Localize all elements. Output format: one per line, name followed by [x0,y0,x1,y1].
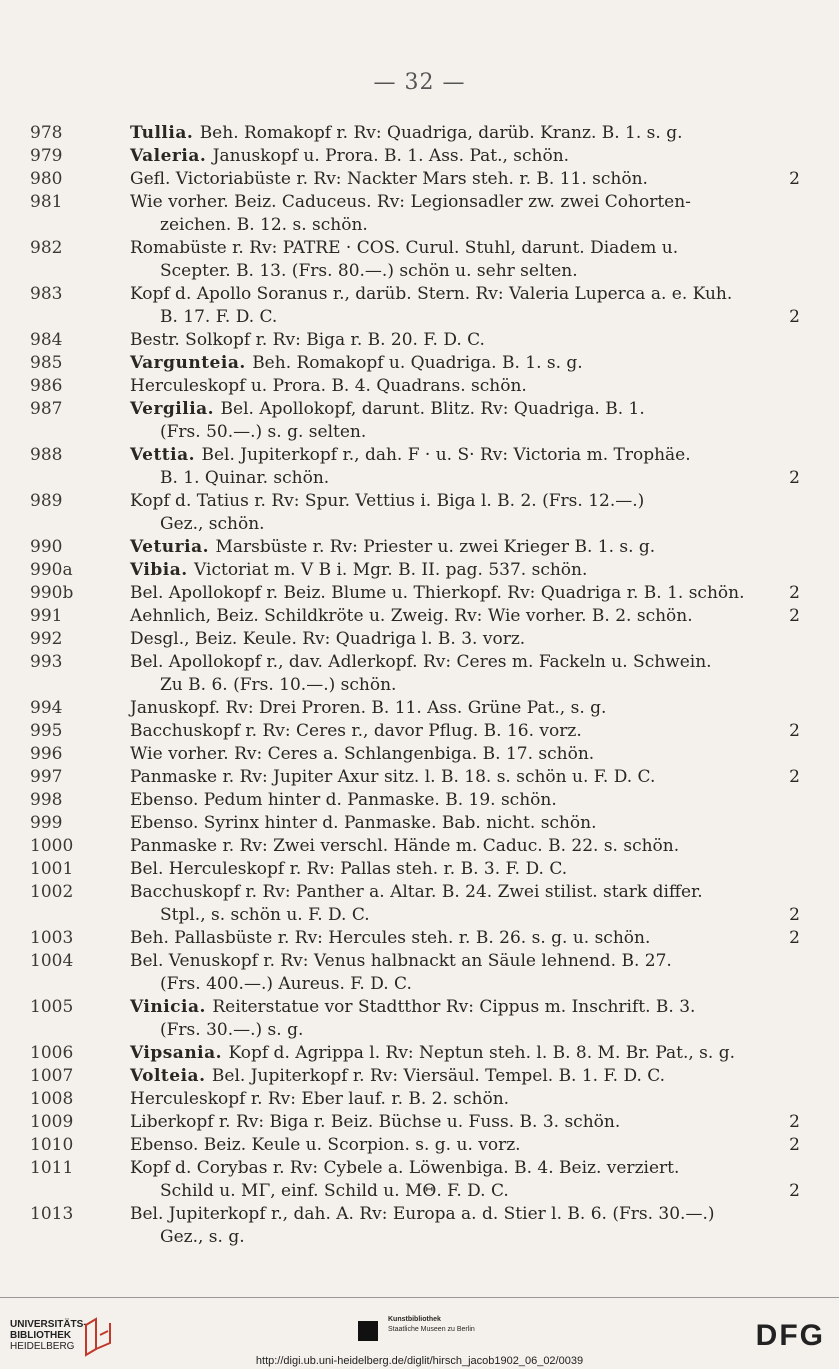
gens-name: Vibia. [130,560,195,580]
entry-line [30,720,800,743]
entry-number: 1008 [30,1089,74,1109]
entry-text: Tullia. Beh. Romakopf r. Rv: Quadriga, darüb. Kranz. B. 1. s. g. [130,123,683,143]
entry-text: Januskopf. Rv: Drei Proren. B. 11. Ass. Grüne Pat., s. g. [130,698,607,718]
entry-line [30,490,800,513]
catalog-entry [30,1088,800,1111]
entry-text: Volteia. Bel. Jupiterkopf r. Rv: Viersäul. Tempel. B. 1. F. D. C. [130,1066,666,1086]
entry-line [30,927,800,950]
entry-text: Liberkopf r. Rv: Biga r. Beiz. Büchse u. Fuss. B. 3. schön. [130,1112,621,1132]
entry-text: Panmaske r. Rv: Jupiter Axur sitz. l. B. 18. s. schön u. F. D. C. [130,767,656,787]
entry-line [30,904,800,927]
entry-line [30,375,800,398]
uni-logo-line1: UNIVERSITÄTS- [10,1319,87,1330]
entry-text: Zu B. 6. (Frs. 10.—.) schön. [160,675,397,695]
entry-mark: 2 [789,721,800,741]
entry-number: 990b [30,583,74,603]
entry-line [30,1226,800,1249]
entry-line [30,766,800,789]
catalog-entry [30,352,800,375]
entry-line [30,628,800,651]
entry-text: Vibia. Victoriat m. V B i. Mgr. B. II. pag. 537. schön. [130,560,588,580]
entry-mark: 2 [789,606,800,626]
entry-number: 985 [30,353,63,373]
entry-text: Valeria. Januskopf u. Prora. B. 1. Ass. Pat., schön. [130,146,570,166]
entry-line [30,697,800,720]
entry-mark: 2 [789,583,800,603]
catalog-entry [30,536,800,559]
dfg-logo[interactable]: DFG [755,1319,825,1352]
entry-text: Vergilia. Bel. Apollokopf, darunt. Blitz. Rv: Quadriga. B. 1. [130,399,645,419]
entry-text: Ebenso. Beiz. Keule u. Scorpion. s. g. u. vorz. [130,1135,521,1155]
entry-mark: 2 [789,169,800,189]
entry-number: 978 [30,123,63,143]
entry-text: Gez., schön. [160,514,265,534]
gens-name: Vipsania. [130,1043,229,1063]
university-seal-icon [82,1315,116,1359]
entry-mark: 2 [789,468,800,488]
entry-line [30,260,800,283]
entry-text: Ebenso. Syrinx hinter d. Panmaske. Bab. nicht. schön. [130,813,597,833]
entry-text: (Frs. 50.—.) s. g. selten. [160,422,367,442]
entry-text: Bel. Apollokopf r., dav. Adlerkopf. Rv: Ceres m. Fackeln u. Schwein. [130,652,712,672]
entry-number: 1003 [30,928,74,948]
entry-text: Romabüste r. Rv: PATRE · COS. Curul. Stuhl, darunt. Diadem u. [130,238,679,258]
entry-text: Bestr. Solkopf r. Rv: Biga r. B. 20. F. D. C. [130,330,485,350]
entry-text: Wie vorher. Rv: Ceres a. Schlangenbiga. B. 17. schön. [130,744,595,764]
entry-text: Gefl. Victoriabüste r. Rv: Nackter Mars steh. r. B. 11. schön. [130,169,648,189]
entry-text: (Frs. 400.—.) Aureus. F. D. C. [160,974,412,994]
entry-text: Kopf d. Tatius r. Rv: Spur. Vettius i. Biga l. B. 2. (Frs. 12.—.) [130,491,645,511]
entry-line [30,996,800,1019]
entry-text: Bacchuskopf r. Rv: Ceres r., davor Pflug. B. 16. vorz. [130,721,582,741]
catalog-entry [30,858,800,881]
entry-number: 990a [30,560,73,580]
entry-number: 990 [30,537,63,557]
catalog-entry [30,605,800,628]
entry-number: 1000 [30,836,74,856]
entry-line [30,1157,800,1180]
entry-text: Bel. Venuskopf r. Rv: Venus halbnackt an Säule lehnend. B. 27. [130,951,672,971]
catalog-entry [30,582,800,605]
entry-line [30,582,800,605]
entry-mark: 2 [789,767,800,787]
entry-mark: 2 [789,1181,800,1201]
entry-number: 986 [30,376,63,396]
catalog-entry [30,1203,800,1249]
catalog-entry [30,1157,800,1203]
catalog-entry [30,950,800,996]
gens-name: Veturia. [130,537,216,557]
gens-name: Vergilia. [130,399,221,419]
uni-logo-line2: BIBLIOTHEK [10,1330,72,1341]
kb-line2: Staatliche Museen zu Berlin [388,1326,475,1333]
entry-text: Bel. Jupiterkopf r., dah. A. Rv: Europa a. d. Stier l. B. 6. (Frs. 30.—.) [130,1204,715,1224]
entry-line [30,1019,800,1042]
entry-text: zeichen. B. 12. s. schön. [160,215,368,235]
entry-line [30,1111,800,1134]
entry-line [30,1203,800,1226]
entry-number: 1011 [30,1158,74,1178]
entry-line [30,1088,800,1111]
entry-text: Kopf d. Apollo Soranus r., darüb. Stern. Rv: Valeria Luperca a. e. Kuh. [130,284,733,304]
entry-mark: 2 [789,307,800,327]
entry-number: 992 [30,629,63,649]
gens-name: Vinicia. [130,997,213,1017]
catalog-entry [30,329,800,352]
entry-number: 1006 [30,1043,74,1063]
entry-line [30,513,800,536]
gens-name: Vettia. [130,445,202,465]
entry-number: 982 [30,238,63,258]
entry-text: Herculeskopf u. Prora. B. 4. Quadrans. schön. [130,376,527,396]
gens-name: Volteia. [130,1066,212,1086]
entry-number: 1001 [30,859,74,879]
catalog-entry [30,1042,800,1065]
entry-line [30,536,800,559]
kb-line1: Kunstbibliothek [388,1316,441,1323]
entry-number: 983 [30,284,63,304]
entry-line [30,881,800,904]
entry-line [30,398,800,421]
catalog-entry [30,697,800,720]
entry-text: Scepter. B. 13. (Frs. 80.—.) schön u. sehr selten. [160,261,578,281]
entry-line [30,1042,800,1065]
entry-line [30,306,800,329]
catalog-entry [30,375,800,398]
entry-number: 1002 [30,882,74,902]
catalog-entry [30,628,800,651]
entry-line [30,605,800,628]
entry-text: Panmaske r. Rv: Zwei verschl. Hände m. Caduc. B. 22. s. schön. [130,836,680,856]
entry-line [30,145,800,168]
entry-text: Vinicia. Reiterstatue vor Stadtthor Rv: Cippus m. Inschrift. B. 3. [130,997,696,1017]
entry-text: Desgl., Beiz. Keule. Rv: Quadriga l. B. 3. vorz. [130,629,526,649]
entry-text: Wie vorher. Beiz. Caduceus. Rv: Legionsadler zw. zwei Cohorten- [130,192,691,212]
gens-name: Tullia. [130,123,200,143]
entry-text: Vettia. Bel. Jupiterkopf r., dah. F · u. S· Rv: Victoria m. Trophäe. [130,445,691,465]
entry-number: 1005 [30,997,74,1017]
catalog-entry [30,122,800,145]
entry-line [30,812,800,835]
entry-line [30,352,800,375]
entry-line [30,651,800,674]
catalog-entry [30,789,800,812]
catalog-entry [30,191,800,237]
entry-number: 980 [30,169,63,189]
kunstbibliothek-square-icon [358,1321,378,1341]
gens-name: Valeria. [130,146,213,166]
entry-number: 997 [30,767,63,787]
entry-number: 987 [30,399,63,419]
catalog-entry [30,743,800,766]
entry-text: Bel. Herculeskopf r. Rv: Pallas steh. r. B. 3. F. D. C. [130,859,568,879]
entry-text: Herculeskopf r. Rv: Eber lauf. r. B. 2. schön. [130,1089,510,1109]
catalog-entry [30,444,800,490]
entry-line [30,421,800,444]
catalog-entry [30,168,800,191]
entry-number: 981 [30,192,63,212]
entry-text: (Frs. 30.—.) s. g. [160,1020,304,1040]
entry-number: 1009 [30,1112,74,1132]
catalog-entry [30,766,800,789]
uni-logo-line3: HEIDELBERG [10,1341,75,1352]
entry-line [30,122,800,145]
entry-number: 994 [30,698,63,718]
entry-number: 988 [30,445,63,465]
university-library-logo[interactable] [10,1319,87,1352]
entry-number: 996 [30,744,63,764]
entry-number: 999 [30,813,63,833]
entry-number: 998 [30,790,63,810]
entry-number: 984 [30,330,63,350]
entry-line [30,559,800,582]
entry-line [30,444,800,467]
footer-divider [0,1297,839,1298]
entry-text: Vipsania. Kopf d. Agrippa l. Rv: Neptun steh. l. B. 8. M. Br. Pat., s. g. [130,1043,735,1063]
catalog-entry [30,996,800,1042]
entry-line [30,743,800,766]
entry-line [30,1065,800,1088]
entry-text: Ebenso. Pedum hinter d. Panmaske. B. 19. schön. [130,790,557,810]
entry-line [30,467,800,490]
entry-line [30,789,800,812]
catalog-entry [30,651,800,697]
entry-mark: 2 [789,1135,800,1155]
catalog-entry [30,812,800,835]
catalog-entry [30,835,800,858]
catalog-entry [30,881,800,927]
entry-text: Schild u. MΓ, einf. Schild u. MΘ. F. D. C. [160,1181,509,1201]
catalog-entry [30,237,800,283]
catalog-entry [30,490,800,536]
entry-line [30,1134,800,1157]
catalog-entry [30,559,800,582]
footer [0,1305,839,1369]
entry-mark: 2 [789,905,800,925]
entry-text: Veturia. Marsbüste r. Rv: Priester u. zwei Krieger B. 1. s. g. [130,537,656,557]
catalog-entry [30,1065,800,1088]
entry-text: Gez., s. g. [160,1227,245,1247]
entry-text: Kopf d. Corybas r. Rv: Cybele a. Löwenbiga. B. 4. Beiz. verziert. [130,1158,680,1178]
catalog-entry [30,283,800,329]
entry-number: 1010 [30,1135,74,1155]
catalog-entry [30,1134,800,1157]
entry-text: Aehnlich, Beiz. Schildkröte u. Zweig. Rv: Wie vorher. B. 2. schön. [130,606,693,626]
entry-number: 979 [30,146,63,166]
entry-text: B. 1. Quinar. schön. [160,468,330,488]
entry-number: 1013 [30,1204,74,1224]
catalog-entry [30,145,800,168]
entry-line [30,168,800,191]
entry-line [30,1180,800,1203]
gens-name: Vargunteia. [130,353,253,373]
entry-mark: 2 [789,928,800,948]
entry-line [30,214,800,237]
entry-text: Bel. Apollokopf r. Beiz. Blume u. Thierkopf. Rv: Quadriga r. B. 1. schön. [130,583,745,603]
entry-number: 993 [30,652,63,672]
entry-line [30,674,800,697]
source-url[interactable]: http://digi.ub.uni-heidelberg.de/diglit/hirsch_jacob1902_06_02/0039 [255,1355,584,1367]
entry-line [30,858,800,881]
page-number: — 32 — [373,70,466,95]
entry-text: B. 17. F. D. C. [160,307,278,327]
entry-number: 991 [30,606,63,626]
entry-number: 989 [30,491,63,511]
entry-line [30,950,800,973]
entry-line [30,237,800,260]
catalog-entry [30,1111,800,1134]
entry-line [30,191,800,214]
entry-line [30,329,800,352]
catalog-entry [30,927,800,950]
entry-mark: 2 [789,1112,800,1132]
catalog-entry [30,398,800,444]
catalog-entry [30,720,800,743]
entry-text: Beh. Pallasbüste r. Rv: Hercules steh. r. B. 26. s. g. u. schön. [130,928,651,948]
entry-line [30,283,800,306]
entry-line [30,973,800,996]
entry-line [30,835,800,858]
entry-text: Bacchuskopf r. Rv: Panther a. Altar. B. 24. Zwei stilist. stark differ. [130,882,703,902]
entry-number: 1007 [30,1066,74,1086]
entry-text: Stpl., s. schön u. F. D. C. [160,905,370,925]
entry-number: 1004 [30,951,74,971]
entry-list [30,122,800,1249]
entry-text: Vargunteia. Beh. Romakopf u. Quadriga. B. 1. s. g. [130,353,583,373]
entry-number: 995 [30,721,63,741]
